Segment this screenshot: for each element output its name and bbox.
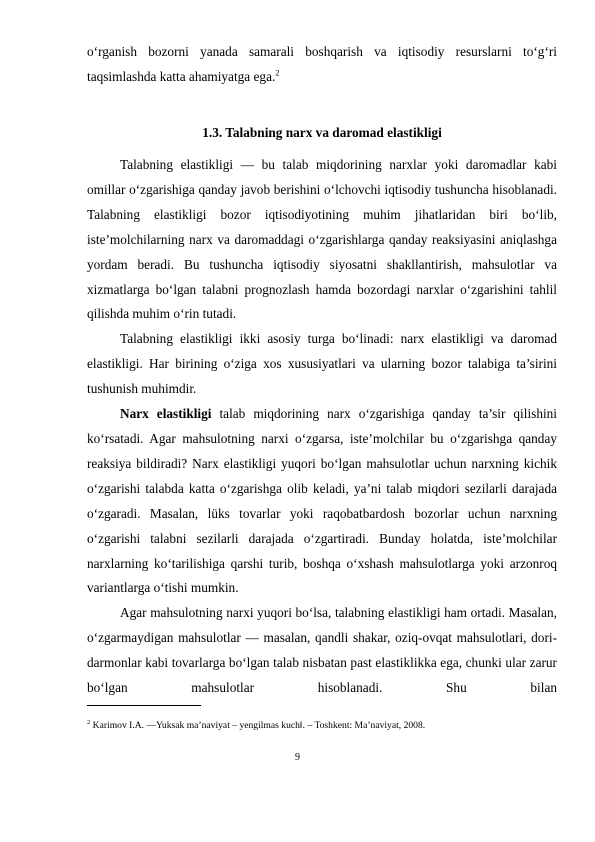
body-text-block: [87, 153, 557, 701]
footnote-text: Karimov I.A. ―Yuksak ma’naviyat – yengilmas kuch‖. – Toshkent: Ma’naviyat, 2008.: [90, 720, 426, 731]
paragraph-4: Agar mahsulotning narxi yuqori bo‘lsa, talabning elastikligi ham ortadi. Masalan, o‘zgarmaydigan mahsulotlar — masalan, qandli shakar, oziq-ovqat mahsulotlari, dori-darmonlar kabi tovarlarga bo‘lgan talab nisbatan past elastiklikka ega, chunki ular zarur bo‘lgan mahsulotlar hisoblanadi. Shu bilan: [87, 605, 557, 696]
paragraph-1: Talabning elastikligi — bu talab miqdorining narxlar yoki daromadlar kabi omillar o‘zgarishiga qanday javob berishini o‘lchovchi iqtisodiy tushuncha hisoblanadi. Talabning elastikligi bozor iqtisodiyotining muhim jihatlaridan biri bo‘lib, iste’molchilarning narx va daromaddagi o‘zgarishlarga qanday reaksiyasini aniqlashga yordam beradi. Bu tushuncha iqtisodiy siyosatni shakllantirish, mahsulotlar va xizmatlarga bo‘lgan talabni prognozlash hamda bozordagi narxlar o‘zgarishini tahlil qilishda muhim o‘rin tutadi.: [87, 157, 557, 322]
footnote: [87, 720, 557, 732]
footnote-number: 2: [87, 718, 91, 726]
paragraph-2: Talabning elastikligi ikki asosiy turga bo‘linadi: narx elastikligi va daromad elastikligi. Har birining o‘ziga xos xususiyatlari va ularning bozor talabiga ta’sirini tushunish muhimdir.: [87, 331, 557, 397]
paragraph-3: [87, 402, 557, 601]
intro-paragraph: [87, 40, 557, 90]
intro-paragraph-text: o‘rganish bozorni yanada samarali boshqarish va iqtisodiy resurslarni to‘g‘ri taqsimlashda katta ahamiyatga ega.: [87, 44, 557, 84]
paragraph-3-term: Narx elastikligi: [120, 406, 212, 422]
footnote-reference: 2: [275, 68, 280, 78]
section-heading: 1.3. Talabning narx va daromad elastikligi: [202, 125, 442, 140]
paragraph-3-text: talab miqdorining narx o‘zgarishiga qanday ta’sir qilishini ko‘rsatadi. Agar mahsulotning narxi o‘zgarsa, iste’molchilar bu o‘zgarishga qanday reaksiya bildiradi? Narx elastikligi yuqori bo‘lgan mahsulotlar uchun narxning kichik o‘zgarishi talabda katta o‘zgarishga olib keladi, ya’ni talab miqdori sezilarli darajada o‘zgaradi. Masalan, lüks tovarlar yoki raqobatbardosh bozorlar uchun narxning o‘zgarishi talabni sezilarli darajada o‘zgartiradi. Bunday holatda, iste’molchilar narxlarning ko‘tarilishiga qarshi turib, boshqa o‘xshash mahsulotlarga yoki arzonroq variantlarga o‘tishi mumkin.: [87, 406, 558, 596]
intro-text-block: [87, 40, 557, 90]
page-number: 9: [295, 752, 300, 763]
footnote-separator: [87, 705, 201, 706]
